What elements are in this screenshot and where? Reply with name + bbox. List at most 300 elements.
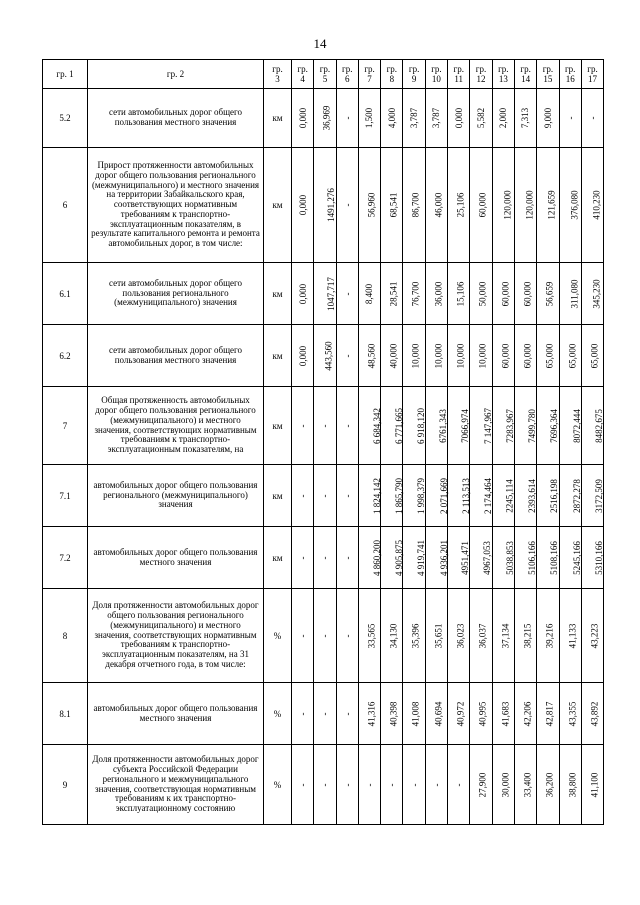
value-text: 8072,444 — [571, 408, 582, 443]
row-unit: км — [264, 263, 292, 325]
value-cell — [537, 527, 559, 589]
value-text: 4 919,741 — [416, 539, 427, 576]
value-text: 3,787 — [431, 107, 442, 129]
value-text: 41,100 — [589, 772, 600, 797]
value-cell — [514, 325, 536, 387]
value-text: 5,582 — [476, 107, 487, 129]
value-cell — [403, 527, 425, 589]
value-text: - — [297, 424, 308, 427]
value-text: - — [565, 116, 576, 120]
column-header: гр. 1 — [43, 60, 88, 89]
value-cell — [336, 527, 358, 589]
value-text: 40,995 — [477, 701, 488, 726]
table-row — [43, 387, 604, 465]
value-text: 2516,198 — [549, 478, 560, 513]
table-row — [43, 589, 604, 683]
value-cell — [448, 527, 470, 589]
value-text: 4 860,200 — [371, 539, 382, 576]
value-cell — [559, 263, 581, 325]
row-description: Доля протяженности автомобильных дорог субъекта Российской Федерации регионального и межмуниципального значения, соответствующая нормативным требованиям к их транспортно-эксплуатационному состоянию — [88, 745, 264, 825]
value-cell — [403, 387, 425, 465]
value-cell — [448, 89, 470, 148]
row-unit: км — [264, 325, 292, 387]
value-text: - — [319, 494, 330, 497]
value-text: 6 918,120 — [416, 407, 427, 444]
value-text: 5108,166 — [549, 540, 560, 575]
value-cell — [425, 589, 447, 683]
value-text: 3,787 — [409, 107, 420, 129]
value-cell — [425, 325, 447, 387]
value-text: 35,651 — [433, 623, 444, 648]
value-cell — [559, 89, 581, 148]
value-text: 1047,717 — [326, 276, 337, 311]
value-text: 5106,166 — [526, 540, 537, 575]
row-number: 8 — [43, 589, 88, 683]
value-text: 10,000 — [455, 343, 466, 368]
value-text: - — [453, 783, 464, 786]
value-text: 345,230 — [591, 278, 602, 309]
value-cell — [381, 387, 403, 465]
value-cell — [470, 683, 492, 745]
value-cell — [403, 148, 425, 263]
value-cell — [559, 325, 581, 387]
value-text: 76,700 — [410, 281, 421, 306]
value-cell — [358, 745, 380, 825]
value-text: 41,316 — [366, 701, 377, 726]
value-cell — [537, 465, 559, 527]
column-header: гр. 13 — [492, 60, 514, 89]
value-text: 1 865,790 — [394, 477, 405, 514]
value-cell — [381, 745, 403, 825]
column-header: гр. 2 — [88, 60, 264, 89]
value-cell — [292, 745, 314, 825]
value-text: 2 071,669 — [438, 477, 449, 514]
value-text: 2 174,464 — [483, 477, 494, 514]
value-cell — [381, 325, 403, 387]
table-row — [43, 745, 604, 825]
value-cell — [381, 148, 403, 263]
value-cell — [336, 325, 358, 387]
value-cell — [492, 527, 514, 589]
value-cell — [559, 683, 581, 745]
value-cell — [336, 589, 358, 683]
value-cell — [537, 387, 559, 465]
value-cell — [314, 683, 336, 745]
value-cell — [425, 465, 447, 527]
table-row — [43, 683, 604, 745]
value-cell — [470, 148, 492, 263]
row-unit: км — [264, 387, 292, 465]
value-cell — [581, 589, 603, 683]
value-cell — [425, 387, 447, 465]
value-cell — [314, 589, 336, 683]
value-text: 36,023 — [455, 623, 466, 648]
value-text: 7,313 — [520, 107, 531, 129]
value-text: 2245,114 — [504, 478, 515, 513]
row-description: Доля протяженности автомобильных дорог общего пользования регионального (межмуниципального) и местного значения, соответствующих нормативным требованиям к транспортно-эксплуатационным показателям, на 31 декабря отчетного года, в том числе: — [88, 589, 264, 683]
value-cell — [492, 89, 514, 148]
value-cell — [425, 745, 447, 825]
value-text: 9,000 — [542, 107, 553, 129]
value-text: 376,080 — [569, 190, 580, 220]
value-text: 7696,364 — [549, 408, 560, 443]
row-number: 5.2 — [43, 89, 88, 148]
row-number: 8.1 — [43, 683, 88, 745]
value-cell — [358, 465, 380, 527]
value-text: 25,106 — [455, 192, 466, 218]
value-text: - — [319, 783, 330, 786]
value-text: 1 998,379 — [416, 477, 427, 514]
value-text: 60,000 — [522, 281, 533, 306]
value-cell — [336, 387, 358, 465]
value-cell — [514, 527, 536, 589]
value-text: 60,000 — [522, 343, 533, 368]
value-text: 1491,276 — [326, 188, 337, 222]
column-header: гр. 9 — [403, 60, 425, 89]
value-cell — [470, 263, 492, 325]
row-description: автомобильных дорог общего пользования местного значения — [88, 683, 264, 745]
value-cell — [425, 89, 447, 148]
value-cell — [559, 148, 581, 263]
value-cell — [492, 148, 514, 263]
value-cell — [292, 589, 314, 683]
value-cell — [514, 148, 536, 263]
data-table — [42, 59, 604, 825]
value-text: - — [297, 783, 308, 786]
value-cell — [381, 589, 403, 683]
value-text: 10,000 — [433, 343, 444, 368]
value-text: - — [342, 424, 353, 427]
value-text: 60,000 — [500, 281, 511, 306]
value-text: 1,500 — [364, 107, 375, 129]
value-cell — [314, 465, 336, 527]
value-text: 7066,974 — [459, 408, 470, 443]
value-text: 311,080 — [569, 279, 580, 308]
value-cell — [358, 263, 380, 325]
value-cell — [581, 465, 603, 527]
value-text: - — [297, 556, 308, 559]
value-cell — [470, 325, 492, 387]
value-text: 65,000 — [589, 343, 600, 368]
value-text: 68,541 — [388, 192, 399, 218]
value-cell — [425, 683, 447, 745]
value-cell — [470, 387, 492, 465]
column-header: гр. 6 — [336, 60, 358, 89]
value-cell — [537, 589, 559, 683]
value-text: 0,000 — [453, 107, 464, 129]
value-cell — [358, 89, 380, 148]
row-unit: км — [264, 89, 292, 148]
value-cell — [292, 263, 314, 325]
column-header: гр. 8 — [381, 60, 403, 89]
value-text: - — [297, 494, 308, 497]
value-text: 2872,278 — [571, 478, 582, 513]
page-number: 14 — [313, 36, 327, 51]
value-text: - — [342, 292, 353, 295]
value-text: 56,659 — [544, 281, 555, 306]
value-cell — [314, 89, 336, 148]
value-text: - — [342, 783, 353, 786]
value-text: 43,892 — [589, 701, 600, 726]
value-text: 8482,675 — [593, 408, 604, 443]
value-cell — [492, 745, 514, 825]
value-text: 50,000 — [477, 281, 488, 306]
value-text: - — [319, 556, 330, 559]
value-text: - — [364, 783, 375, 786]
value-cell — [314, 148, 336, 263]
value-cell — [470, 465, 492, 527]
column-header: гр. 14 — [514, 60, 536, 89]
value-cell — [470, 527, 492, 589]
value-cell — [514, 589, 536, 683]
value-cell — [403, 325, 425, 387]
value-text: 0,000 — [297, 345, 308, 366]
value-text: 42,817 — [544, 701, 555, 726]
value-text: 38,800 — [566, 772, 577, 797]
value-text: - — [297, 634, 308, 637]
value-cell — [537, 263, 559, 325]
value-text: 40,398 — [388, 701, 399, 726]
value-cell — [381, 683, 403, 745]
value-cell — [358, 387, 380, 465]
column-header: гр. 11 — [448, 60, 470, 89]
value-text: 5245,166 — [571, 540, 582, 575]
value-text: 30,000 — [500, 772, 511, 797]
value-cell — [492, 683, 514, 745]
value-cell — [314, 387, 336, 465]
value-text: 36,200 — [544, 772, 555, 797]
value-cell — [492, 387, 514, 465]
value-text: 28,541 — [388, 281, 399, 306]
value-cell — [314, 325, 336, 387]
value-cell — [314, 745, 336, 825]
column-header: гр. 3 — [264, 60, 292, 89]
value-cell — [581, 683, 603, 745]
value-text: 60,000 — [500, 343, 511, 368]
value-text: - — [587, 116, 598, 120]
value-text: 37,134 — [500, 623, 511, 648]
value-cell — [358, 683, 380, 745]
value-cell — [559, 589, 581, 683]
value-text: 40,694 — [433, 701, 444, 726]
value-cell — [470, 745, 492, 825]
value-text: 2,000 — [498, 107, 509, 129]
value-cell — [559, 465, 581, 527]
row-description: Прирост протяженности автомобильных дорог общего пользования регионального (межмуниципального) и местного значения на территории Забайкальского края, соответствующих нормативным требованиям к транспортно-эксплуатационным показателям, в результате капитального ремонта и ремонта автомобильных дорог, в том числе: — [88, 148, 264, 263]
value-text: 36,037 — [477, 623, 488, 648]
value-cell — [537, 325, 559, 387]
column-header: гр. 16 — [559, 60, 581, 89]
value-cell — [292, 89, 314, 148]
value-text: - — [342, 354, 353, 357]
row-number: 9 — [43, 745, 88, 825]
value-cell — [514, 89, 536, 148]
value-cell — [448, 325, 470, 387]
header-row — [43, 60, 604, 89]
table-row — [43, 527, 604, 589]
value-text: 4 905,875 — [394, 539, 405, 576]
table-row — [43, 89, 604, 148]
value-cell — [381, 89, 403, 148]
value-text: - — [319, 712, 330, 715]
value-cell — [492, 465, 514, 527]
table-row — [43, 263, 604, 325]
value-text: 120,000 — [524, 190, 535, 220]
value-text: 4951,471 — [459, 540, 470, 575]
value-text: 6 771,665 — [394, 407, 405, 444]
value-cell — [358, 527, 380, 589]
table-row — [43, 465, 604, 527]
value-cell — [470, 589, 492, 683]
value-cell — [559, 387, 581, 465]
row-number: 7.1 — [43, 465, 88, 527]
value-text: 34,130 — [388, 623, 399, 648]
value-text: 33,400 — [522, 772, 533, 797]
value-text: - — [319, 634, 330, 637]
value-text: 4967,053 — [482, 540, 493, 575]
value-text: 39,216 — [544, 623, 555, 648]
value-cell — [470, 89, 492, 148]
value-text: 33,565 — [366, 623, 377, 648]
value-text: 36,969 — [321, 105, 332, 131]
value-cell — [292, 465, 314, 527]
value-cell — [336, 683, 358, 745]
row-number: 6 — [43, 148, 88, 263]
value-cell — [492, 325, 514, 387]
value-cell — [581, 263, 603, 325]
value-text: 27,900 — [477, 772, 488, 797]
row-number: 6.1 — [43, 263, 88, 325]
row-number: 6.2 — [43, 325, 88, 387]
value-text: 8,400 — [364, 283, 375, 304]
value-cell — [425, 263, 447, 325]
value-text: 41,133 — [566, 623, 577, 648]
row-unit: км — [264, 527, 292, 589]
row-unit: км — [264, 148, 292, 263]
value-text: 1 824,142 — [371, 477, 382, 514]
value-text: 7283,967 — [504, 408, 515, 443]
value-cell — [537, 745, 559, 825]
value-cell — [559, 745, 581, 825]
value-cell — [492, 263, 514, 325]
column-header: гр. 17 — [581, 60, 603, 89]
row-description: сети автомобильных дорог общего пользования местного значения — [88, 325, 264, 387]
value-cell — [314, 527, 336, 589]
value-text: 6 684,342 — [371, 407, 382, 444]
table-row — [43, 148, 604, 263]
row-unit: км — [264, 465, 292, 527]
value-text: - — [431, 783, 442, 786]
value-text: 56,960 — [366, 192, 377, 218]
value-cell — [581, 89, 603, 148]
value-cell — [537, 89, 559, 148]
value-text: 7499,780 — [526, 408, 537, 443]
value-text: 15,106 — [455, 281, 466, 306]
value-cell — [358, 589, 380, 683]
table-row — [43, 325, 604, 387]
value-text: 46,000 — [433, 192, 444, 218]
row-unit: % — [264, 589, 292, 683]
row-number: 7 — [43, 387, 88, 465]
value-text: 60,000 — [477, 192, 488, 218]
value-text: 5038,853 — [504, 540, 515, 575]
value-text: - — [342, 203, 353, 207]
value-text: - — [342, 634, 353, 637]
value-text: - — [342, 556, 353, 559]
value-text: 86,700 — [410, 192, 421, 218]
value-cell — [336, 148, 358, 263]
value-text: 4,000 — [386, 107, 397, 129]
value-cell — [448, 745, 470, 825]
value-cell — [581, 387, 603, 465]
value-cell — [559, 527, 581, 589]
value-cell — [425, 148, 447, 263]
value-cell — [292, 148, 314, 263]
value-text: 443,560 — [323, 340, 334, 371]
row-description: автомобильных дорог общего пользования местного значения — [88, 527, 264, 589]
value-text: 6761,343 — [437, 408, 448, 443]
value-cell — [292, 527, 314, 589]
value-cell — [292, 325, 314, 387]
value-cell — [448, 589, 470, 683]
value-cell — [492, 589, 514, 683]
value-cell — [403, 745, 425, 825]
value-text: 38,215 — [522, 623, 533, 648]
value-cell — [581, 148, 603, 263]
value-text: 10,000 — [477, 343, 488, 368]
value-cell — [336, 263, 358, 325]
value-cell — [381, 527, 403, 589]
value-cell — [336, 465, 358, 527]
value-cell — [358, 325, 380, 387]
value-cell — [514, 683, 536, 745]
value-text: - — [319, 424, 330, 427]
value-cell — [514, 465, 536, 527]
value-cell — [581, 325, 603, 387]
value-text: 2 113,513 — [460, 477, 471, 514]
value-text: 65,000 — [566, 343, 577, 368]
value-text: 40,972 — [455, 701, 466, 726]
value-text: 7 147,967 — [483, 407, 494, 444]
value-text: - — [342, 116, 353, 120]
row-unit: % — [264, 683, 292, 745]
value-cell — [581, 527, 603, 589]
value-text: 40,000 — [388, 343, 399, 368]
value-cell — [336, 89, 358, 148]
value-text: 43,223 — [589, 623, 600, 648]
value-text: 41,683 — [500, 701, 511, 726]
value-text: 42,206 — [522, 701, 533, 726]
value-cell — [403, 465, 425, 527]
value-text: 43,355 — [566, 701, 577, 726]
value-text: - — [386, 783, 397, 786]
value-cell — [514, 387, 536, 465]
value-text: - — [297, 712, 308, 715]
value-cell — [537, 148, 559, 263]
row-description: сети автомобильных дорог общего пользования регионального (межмуниципального) значения — [88, 263, 264, 325]
value-text: 48,560 — [366, 343, 377, 368]
value-cell — [514, 263, 536, 325]
row-description: сети автомобильных дорог общего пользования местного значения — [88, 89, 264, 148]
value-text: - — [409, 783, 420, 786]
column-header: гр. 4 — [292, 60, 314, 89]
value-text: 41,008 — [410, 701, 421, 726]
value-text: 5310,166 — [593, 540, 604, 575]
column-header: гр. 5 — [314, 60, 336, 89]
value-cell — [448, 465, 470, 527]
value-cell — [403, 263, 425, 325]
value-cell — [448, 148, 470, 263]
